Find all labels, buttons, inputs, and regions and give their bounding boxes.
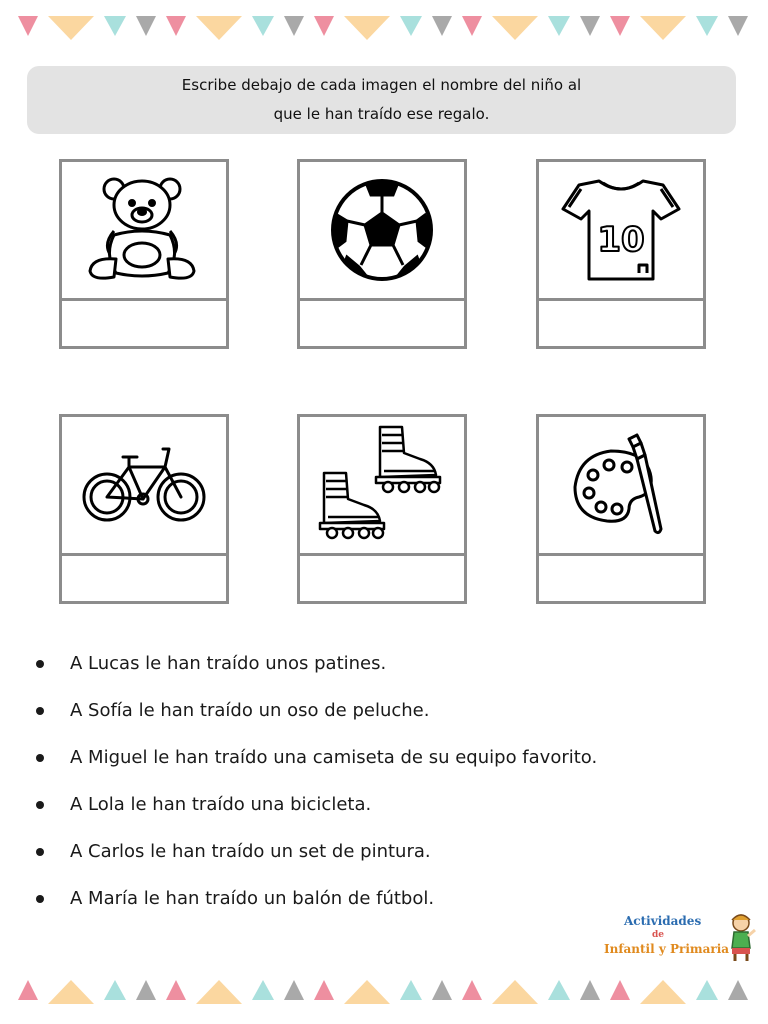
- bunting-flag: [344, 16, 390, 40]
- bunting-flag: [432, 16, 452, 36]
- list-item: [36, 734, 736, 781]
- list-item: [36, 687, 736, 734]
- bunting-flag: [136, 16, 156, 36]
- logo-line-3: Infantil y Primaria: [604, 942, 730, 956]
- answer-box[interactable]: [539, 556, 703, 604]
- sentence-list: [36, 640, 736, 922]
- card-picture: [62, 417, 226, 556]
- logo-line-2: de: [652, 930, 665, 940]
- sentence-text: A María le han traído un balón de fútbol.: [70, 888, 435, 909]
- bunting-flag: [432, 980, 452, 1000]
- bunting-flag: [314, 16, 334, 36]
- sentence-text: A Sofía le han traído un oso de peluche.: [70, 700, 430, 721]
- bullet-icon: [36, 660, 44, 668]
- bunting-flag: [48, 980, 94, 1004]
- bullet-icon: [36, 895, 44, 903]
- answer-box[interactable]: [62, 301, 226, 349]
- bunting-flag: [400, 16, 422, 36]
- answer-box[interactable]: [62, 556, 226, 604]
- child-mascot-icon: [726, 912, 756, 962]
- card-picture: [300, 162, 464, 301]
- instructions-box: [27, 66, 736, 134]
- answer-box[interactable]: [539, 301, 703, 349]
- bullet-icon: [36, 801, 44, 809]
- bunting-flag: [462, 16, 482, 36]
- bunting-flag: [640, 980, 686, 1004]
- bottom-bunting-decoration: [0, 970, 768, 1010]
- bunting-flag: [640, 16, 686, 40]
- football-shirt-icon: [559, 175, 683, 285]
- bunting-flag: [728, 16, 748, 36]
- bunting-flag: [696, 980, 718, 1000]
- bunting-flag: [48, 16, 94, 40]
- bunting-flag: [610, 16, 630, 36]
- list-item: [36, 640, 736, 687]
- bunting-flag: [344, 980, 390, 1004]
- card-bicycle: [59, 414, 229, 604]
- bunting-flag: [580, 16, 600, 36]
- bunting-flag: [104, 980, 126, 1000]
- list-item: [36, 781, 736, 828]
- bullet-icon: [36, 848, 44, 856]
- bunting-flag: [18, 980, 38, 1000]
- card-picture: [539, 162, 703, 301]
- card-teddy-bear: [59, 159, 229, 349]
- list-item: [36, 828, 736, 875]
- card-picture: [539, 417, 703, 556]
- bunting-flag: [18, 16, 38, 36]
- paint-palette-icon: [571, 433, 671, 537]
- bunting-flag: [284, 16, 304, 36]
- card-picture: [62, 162, 226, 301]
- bicycle-icon: [81, 445, 207, 525]
- instructions-line-2: que le han traído ese regalo.: [273, 105, 490, 123]
- bunting-flag: [610, 980, 630, 1000]
- card-paint-palette: [536, 414, 706, 604]
- bunting-flag: [314, 980, 334, 1000]
- bunting-flag: [136, 980, 156, 1000]
- answer-box[interactable]: [300, 556, 464, 604]
- sentence-text: A Miguel le han traído una camiseta de su equipo favorito.: [70, 747, 598, 768]
- top-bunting-decoration: [0, 10, 768, 50]
- bunting-flag: [728, 980, 748, 1000]
- bunting-flag: [696, 16, 718, 36]
- bunting-flag: [252, 980, 274, 1000]
- bunting-flag: [252, 16, 274, 36]
- bunting-flag: [196, 980, 242, 1004]
- sentence-text: A Lola le han traído una bicicleta.: [70, 794, 372, 815]
- bunting-flag: [104, 16, 126, 36]
- bunting-flag: [492, 980, 538, 1004]
- instructions-line-1: Escribe debajo de cada imagen el nombre del niño al: [181, 76, 582, 94]
- roller-skates-icon: [312, 423, 452, 547]
- bunting-flag: [462, 980, 482, 1000]
- soccer-ball-icon: [327, 175, 437, 285]
- bunting-flag: [166, 16, 186, 36]
- bunting-flag: [492, 16, 538, 40]
- bunting-flag: [580, 980, 600, 1000]
- sentence-text: A Lucas le han traído unos patines.: [70, 653, 387, 674]
- card-roller-skates: [297, 414, 467, 604]
- bullet-icon: [36, 754, 44, 762]
- bullet-icon: [36, 707, 44, 715]
- shirt-number: 10: [597, 220, 645, 260]
- teddy-bear-icon: [84, 175, 204, 285]
- bunting-flag: [196, 16, 242, 40]
- answer-box[interactable]: [300, 301, 464, 349]
- bunting-flag: [400, 980, 422, 1000]
- card-football-shirt: [536, 159, 706, 349]
- bunting-flag: [548, 980, 570, 1000]
- bunting-flag: [166, 980, 186, 1000]
- card-soccer-ball: [297, 159, 467, 349]
- bunting-flag: [548, 16, 570, 36]
- site-logo: [600, 910, 760, 966]
- card-picture: [300, 417, 464, 556]
- bunting-flag: [284, 980, 304, 1000]
- sentence-text: A Carlos le han traído un set de pintura.: [70, 841, 431, 862]
- logo-line-1: Actividades: [624, 914, 702, 928]
